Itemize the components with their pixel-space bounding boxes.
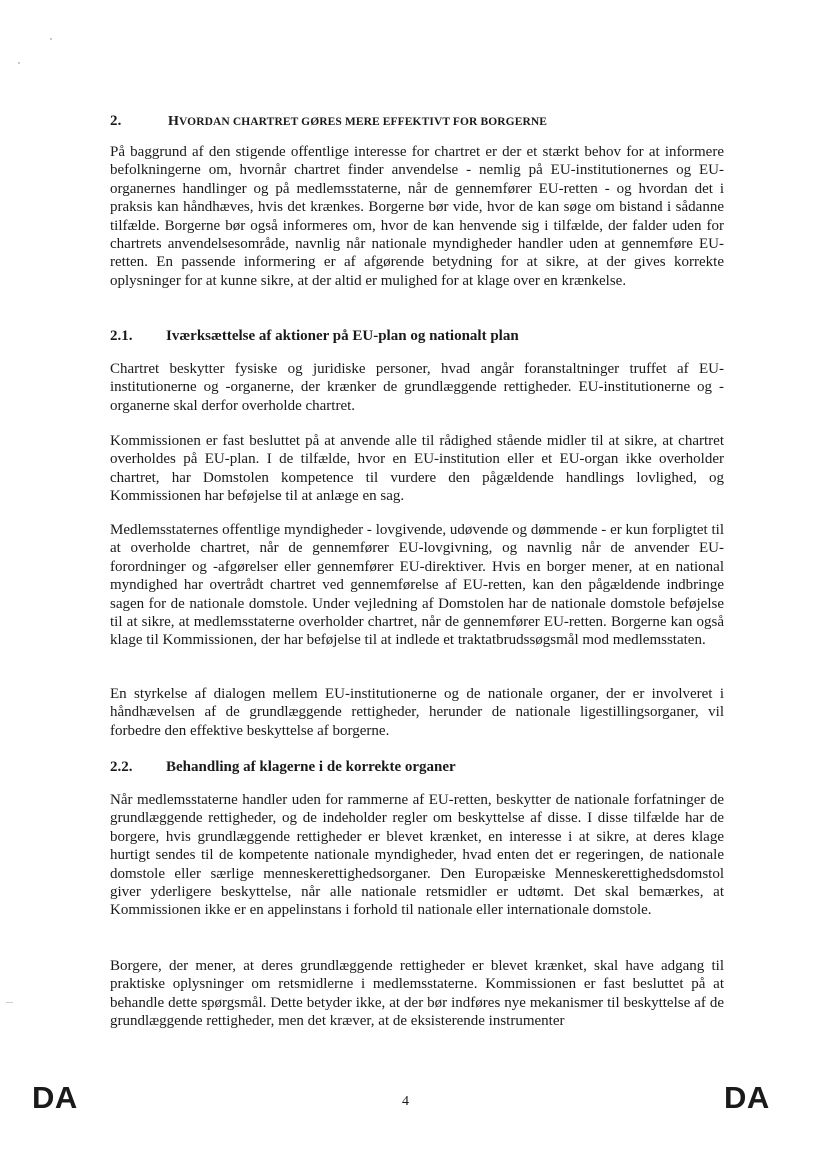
paragraph-4: Medlemsstaternes offentlige myndigheder - lovgivende, udøvende og dømmende - er kun forpligtet til at overholde chartret, når de gennemfører EU-lovgivning, og navnlig når de anvender EU-forordninger og -afgørelser eller gennemfører EU-direktiver. Hvis en borger mener, at en national myndighed har overtrådt chartret ved gennemførelse af EU-retten, kan den pågældende indbringe sagen for de nationale domstole. Under vejledning af Domstolen har de nationale domstole beføjelse til at sikre, at medlemsstaterne overholder chartret, når de gennemfører EU-retten. Borgerne kan også klage til Kommissionen, der har beføjelse til at indlede et traktatbrudssøgsmål mod medlemsstaten. bbox=[110, 522, 724, 649]
section-number: 2. bbox=[110, 113, 122, 129]
section-heading-2-1 bbox=[110, 327, 724, 345]
paragraph-3: Kommissionen er fast besluttet på at anvende alle til rådighed stående midler til at sikre, at chartret overholdes på EU-plan. I de tilfælde, hvor en EU-institution eller et EU-organ ikke overholder chartret, har Domstolen kompetence til vurdere den pågældende handlings lovlighed, og Kommissionen har beføjelse til at anlæge en sag. bbox=[110, 433, 724, 505]
section-heading-2-2 bbox=[110, 758, 724, 776]
page-number: 4 bbox=[402, 1094, 409, 1109]
section-title: VORDAN CHARTRET GØRES MERE EFFEKTIVT FOR BORGERNE bbox=[179, 116, 548, 128]
section-title: Iværksættelse af aktioner på EU-plan og nationalt plan bbox=[166, 328, 519, 344]
paragraph-5: En styrkelse af dialogen mellem EU-institutionerne og de nationale organer, der er involveret i håndhævelsen af de grundlæggende rettigheder, herunder de nationale ligestillingsorganer, vil forbedre den effektive beskyttelse af borgerne. bbox=[110, 686, 724, 739]
scan-speck bbox=[18, 62, 20, 64]
paragraph-2: Chartret beskytter fysiske og juridiske personer, hvad angår foranstaltninger truffet af EU-institutionerne og -organerne, der krænker de grundlæggende rettigheder. EU-institutionerne og -organerne skal derfor overholde chartret. bbox=[110, 361, 724, 414]
paragraph-6: Når medlemsstaterne handler uden for rammerne af EU-retten, beskytter de nationale forfatninger de grundlæggende rettigheder, og de indeholder regler om beskyttelse af disse. I disse tilfælde har de borgere, hvis grundlæggende rettigheder er blevet krænket, en interesse i at sikre, at deres klage hurtigt sendes til de kompetente nationale myndigheder, hvad enten det er regeringen, de nationale domstole eller særlige menneskerettighedsorganer. Den Europæiske Menneskerettighedsdomstol giver yderligere beskyttelse, når alle nationale retsmidler er udtømt. Det skal bemærkes, at Kommissionen ikke er en appelinstans i forhold til nationale eller internationale domstole. bbox=[110, 792, 724, 919]
paragraph-7: Borgere, der mener, at deres grundlæggende rettigheder er blevet krænket, skal have adgang til praktiske oplysninger om retsmidlerne i medlemsstaterne. Kommissionen er fast besluttet på at behandle dette spørgsmål. Dette betyder ikke, at der bør indføres nye mekanismer til beskyttelse af de grundlæggende rettigheder, men det kræver, at de eksisterende instrumenter bbox=[110, 958, 724, 1030]
section-title: Behandling af klagerne i de korrekte organer bbox=[166, 759, 456, 775]
paragraph-1: På baggrund af den stigende offentlige interesse for chartret er der et stærkt behov for at informere befolkningerne om, hvornår chartret finder anvendelse - nemlig på EU-institutionernes og EU-organernes handlinger og på medlemsstaterne, når de gennemfører EU-retten - og hvordan det i praksis kan håndhæves, hvis det krænkes. Borgerne bør vide, hvor de kan søge om bistand i sådanne tilfælde. Borgerne bør også informeres om, hvor de kan henvende sig i tilfælde, der falder uden for chartrets anvendelsesområde, navnlig når nationale myndigheder handler uden at gennemføre EU-retten. En passende informering er af afgørende betydning for at sikre, at der gives korrekte oplysninger for at kunne sikre, at der altid er mulighed for at klage over en krænkelse. bbox=[110, 144, 724, 289]
section-number: 2.1. bbox=[110, 328, 133, 344]
section-number: 2.2. bbox=[110, 759, 133, 775]
footer-language-right: DA bbox=[724, 1080, 770, 1115]
scan-speck bbox=[50, 38, 52, 40]
section-heading-2 bbox=[110, 112, 724, 131]
section-title-initial: H bbox=[168, 114, 179, 129]
scan-speck bbox=[6, 1002, 13, 1003]
footer-language-left: DA bbox=[32, 1080, 78, 1115]
